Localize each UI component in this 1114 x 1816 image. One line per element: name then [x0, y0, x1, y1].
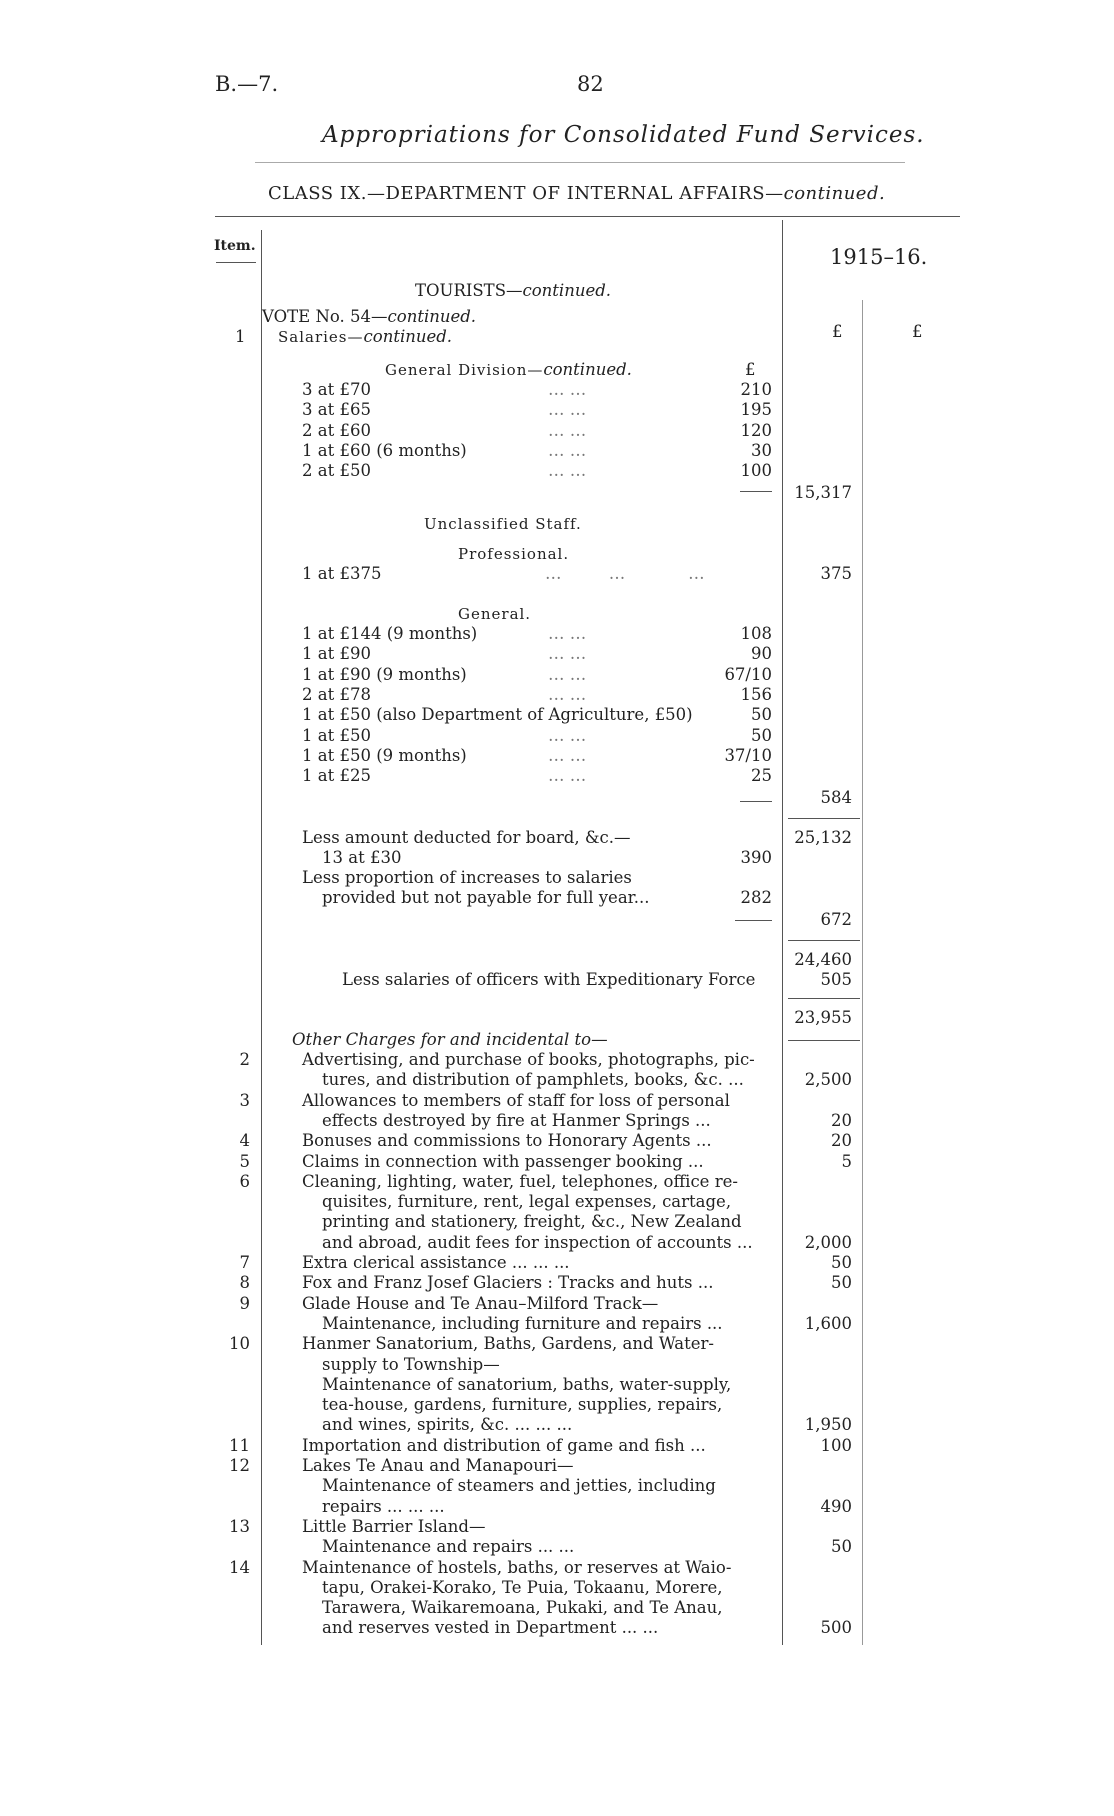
gd-row-dots: … … [548, 461, 587, 481]
section-tourists [415, 281, 611, 300]
gd-total: 15,317 [794, 483, 852, 502]
item-column-divider [261, 230, 262, 1645]
professional-heading: Professional. [458, 545, 570, 563]
oc-item-line: Bonuses and commissions to Honorary Agents ... [302, 1131, 712, 1151]
pound-header-2: £ [912, 322, 923, 341]
oc-item-line: tures, and distribution of pamphlets, books, &c. ... [322, 1070, 744, 1090]
general-heading: General. [458, 605, 532, 623]
item-column-header: Item. [214, 238, 256, 254]
oc-item-line: Lakes Te Anau and Manapouri— [302, 1456, 574, 1475]
page-title: Appropriations for Consolidated Fund Services. [322, 122, 925, 148]
oc-item-number: 13 [229, 1516, 250, 1536]
oc-item-number: 2 [239, 1050, 250, 1069]
oc-item-number: 3 [239, 1090, 250, 1110]
gd-row-amount: 100 [740, 461, 772, 481]
un-row-amount: 25 [751, 766, 772, 786]
oc-item-amount: 500 [820, 1618, 852, 1638]
page-number: 82 [577, 72, 604, 96]
oc-item-number: 7 [239, 1253, 250, 1272]
un-row-amount: 37/10 [724, 745, 772, 765]
vote-label: VOTE No. 54— [262, 307, 388, 326]
net-amount: 23,955 [794, 1008, 852, 1027]
oc-item-line: repairs ... ... ... [322, 1496, 445, 1516]
other-charges-heading: Other Charges for and incidental to— [292, 1030, 608, 1049]
un-row-dots: … … [548, 664, 587, 684]
oc-item-number: 6 [239, 1171, 250, 1191]
un-row-label: 1 at £90 [302, 644, 371, 664]
gd-row-label: 3 at £70 [302, 380, 371, 399]
oc-item-amount: 50 [831, 1253, 852, 1272]
oc-item-line: Maintenance, including furniture and repairs ... [322, 1313, 723, 1333]
gd-row-label: 1 at £60 (6 months) [302, 440, 467, 460]
expeditionary-label: Less salaries of officers with Expeditionary Force [342, 970, 756, 989]
salaries-heading [278, 327, 452, 346]
gd-row-dots: … … [548, 380, 587, 399]
oc-item-line: Extra clerical assistance ... ... ... [302, 1253, 570, 1272]
document-reference: B.—7. [215, 72, 279, 96]
general-division-heading [385, 360, 632, 379]
gd-row-dots: … … [548, 440, 587, 460]
less-board-amount: 390 [740, 848, 772, 867]
un-row-label: 1 at £90 (9 months) [302, 664, 467, 684]
oc-item-amount: 2,500 [804, 1070, 852, 1090]
oc-item-amount: 50 [831, 1273, 852, 1293]
prof-row-label: 1 at £375 [302, 564, 382, 583]
oc-item-number: 4 [239, 1131, 250, 1151]
un-row-amount: 50 [751, 705, 772, 725]
general-division-cont: continued. [543, 360, 632, 379]
class-heading-main: CLASS IX.—DEPARTMENT OF INTERNAL AFFAIRS— [268, 183, 784, 204]
oc-item-line: Importation and distribution of game and fish ... [302, 1435, 706, 1455]
deduction-rule [788, 940, 860, 941]
oc-item-line: effects destroyed by fire at Hanmer Springs ... [322, 1110, 711, 1130]
less-increase-label-a: Less proportion of increases to salaries [302, 868, 632, 887]
oc-item-line: tapu, Orakei-Korako, Te Puia, Tokaanu, Morere, [322, 1577, 723, 1597]
oc-item-number: 14 [229, 1557, 250, 1577]
oc-item-line: Hanmer Sanatorium, Baths, Gardens, and Water- [302, 1334, 714, 1354]
vote-heading [262, 307, 476, 326]
prof-row-dots: … … … [545, 564, 705, 583]
un-row-label: 1 at £50 (9 months) [302, 745, 467, 765]
oc-item-amount: 50 [831, 1537, 852, 1557]
un-row-amount: 90 [751, 644, 772, 664]
gd-row-label: 2 at £60 [302, 420, 371, 440]
total-column-divider [862, 300, 863, 1645]
general-division-label: General Division— [385, 361, 544, 379]
un-row-amount: 108 [740, 624, 772, 643]
less-board-sub: 13 at £30 [322, 848, 402, 867]
subtotal-amount: 25,132 [794, 828, 852, 847]
gd-row-dots: … … [548, 420, 587, 440]
prof-row-amount: 375 [820, 564, 852, 583]
oc-item-line: Tarawera, Waikaremoana, Pukaki, and Te Anau, [322, 1598, 723, 1618]
oc-item-line: Allowances to members of staff for loss of personal [302, 1090, 730, 1110]
gd-row-amount: 195 [740, 400, 772, 420]
gd-row-label: 2 at £50 [302, 461, 371, 481]
oc-item-amount: 100 [820, 1435, 852, 1455]
deduction-sum-rule [735, 920, 772, 921]
less-board-label: Less amount deducted for board, &c.— [302, 828, 631, 847]
oc-item-amount: 5 [841, 1151, 852, 1171]
oc-item-line: tea-house, gardens, furniture, supplies, repairs, [322, 1395, 723, 1415]
gd-row-label: 3 at £65 [302, 400, 371, 420]
vote-cont: continued. [387, 307, 477, 326]
oc-item-number: 9 [239, 1293, 250, 1313]
oc-item-line: Claims in connection with passenger booking ... [302, 1151, 704, 1171]
un-total: 584 [820, 788, 852, 807]
tourists-cont: continued. [522, 281, 612, 300]
salaries-cont: continued. [363, 327, 453, 346]
oc-item-line: Advertising, and purchase of books, photographs, pic- [302, 1050, 755, 1069]
oc-item-line: Fox and Franz Josef Glaciers : Tracks and huts ... [302, 1273, 714, 1293]
oc-item-line: and abroad, audit fees for inspection of accounts ... [322, 1232, 753, 1252]
oc-item-number: 11 [229, 1435, 250, 1455]
oc-item-line: printing and stationery, freight, &c., New Zealand [322, 1212, 742, 1232]
item-header-rule [216, 262, 256, 263]
oc-item-line: Maintenance and repairs ... ... [322, 1537, 575, 1557]
net-rule [788, 998, 860, 999]
oc-item-line: and wines, spirits, &c. ... ... ... [322, 1415, 573, 1435]
class-heading [268, 183, 885, 204]
oc-item-line: Cleaning, lighting, water, fuel, telephones, office re- [302, 1171, 738, 1191]
oc-item-amount: 20 [831, 1131, 852, 1151]
oc-item-line: Glade House and Te Anau–Milford Track— [302, 1293, 659, 1313]
gd-pound: £ [745, 360, 756, 379]
deduction-total: 672 [820, 910, 852, 929]
tourists-label: TOURISTS— [415, 281, 523, 300]
un-row-dots: … … [548, 684, 587, 704]
gd-row-amount: 120 [740, 420, 772, 440]
un-row-dots: … … [548, 644, 587, 664]
un-row-label: 1 at £50 [302, 725, 371, 745]
un-row-amount: 156 [740, 684, 772, 704]
un-row-amount: 50 [751, 725, 772, 745]
amount-column-divider [782, 220, 783, 1645]
un-row-label: 2 at £78 [302, 684, 371, 704]
oc-item-line: Maintenance of hostels, baths, or reserves at Waio- [302, 1557, 732, 1577]
oc-item-number: 5 [239, 1151, 250, 1171]
gd-sum-rule [740, 491, 772, 492]
expeditionary-amount: 505 [820, 970, 852, 989]
year-column-header: 1915–16. [830, 245, 928, 269]
header-rule [215, 216, 960, 217]
oc-item-number: 12 [229, 1456, 250, 1475]
un-row-label: 1 at £50 (also Department of Agriculture, £50) [302, 705, 693, 725]
oc-item-line: and reserves vested in Department ... ... [322, 1618, 659, 1638]
un-total-rule [788, 818, 860, 819]
oc-item-line: Little Barrier Island— [302, 1516, 486, 1536]
less-increase-amount: 282 [740, 888, 772, 907]
net-under-rule [788, 1040, 860, 1041]
oc-item-number: 8 [239, 1273, 250, 1293]
un-row-dots: … … [548, 745, 587, 765]
class-heading-cont: continued. [783, 183, 886, 204]
un-row-dots: … … [548, 725, 587, 745]
un-row-label: 1 at £25 [302, 766, 371, 786]
oc-item-amount: 1,950 [804, 1415, 852, 1435]
salaries-label: Salaries— [278, 328, 364, 346]
unclassified-heading: Unclassified Staff. [424, 515, 582, 533]
oc-item-amount: 490 [820, 1496, 852, 1516]
oc-item-amount: 2,000 [804, 1232, 852, 1252]
title-rule [255, 162, 905, 163]
after-deduction-amount: 24,460 [794, 950, 852, 969]
gd-row-amount: 210 [740, 380, 772, 399]
un-row-label: 1 at £144 (9 months) [302, 624, 478, 643]
oc-item-line: Maintenance of sanatorium, baths, water-supply, [322, 1374, 732, 1394]
oc-item-amount: 1,600 [804, 1313, 852, 1333]
oc-item-line: quisites, furniture, rent, legal expenses, cartage, [322, 1192, 732, 1212]
less-increase-label-b: provided but not payable for full year... [322, 888, 650, 907]
gd-row-dots: … … [548, 400, 587, 420]
oc-item-line: Maintenance of steamers and jetties, including [322, 1476, 716, 1496]
oc-item-number: 10 [229, 1334, 250, 1354]
pound-header-1: £ [832, 322, 843, 341]
un-row-dots: … … [548, 766, 587, 786]
item-number-1: 1 [235, 327, 246, 346]
gd-row-amount: 30 [751, 440, 772, 460]
un-row-dots: … … [548, 624, 587, 643]
un-row-amount: 67/10 [724, 664, 772, 684]
oc-item-amount: 20 [831, 1110, 852, 1130]
oc-item-line: supply to Township— [322, 1354, 500, 1374]
un-sum-rule [740, 801, 772, 802]
